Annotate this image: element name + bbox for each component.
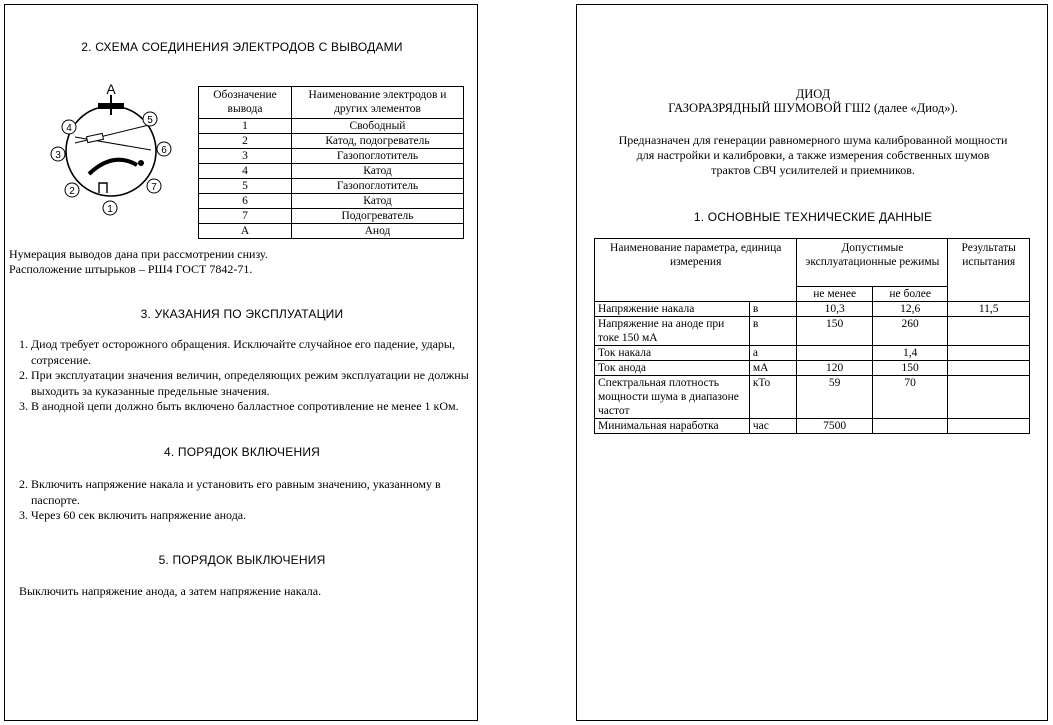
- section-4-list: [9, 477, 475, 524]
- spec-header-modes: Допустимые эксплуатационные режимы: [797, 239, 948, 287]
- pin-4-label: 4: [66, 123, 72, 134]
- element-cell: Катод, подогреватель: [292, 134, 464, 149]
- unit-cell: мА: [749, 361, 797, 376]
- table-row: [595, 317, 1030, 346]
- max-cell: 70: [872, 376, 948, 419]
- param-name-cell: Спектральная плотность мощности шума в диапазоне частот: [595, 376, 750, 419]
- doc-title-line-2: ГАЗОРАЗРЯДНЫЙ ШУМОВОЙ ГШ2 (далее «Диод»).: [668, 101, 958, 115]
- pin-cell: 3: [199, 149, 292, 164]
- pin-layout-note: Расположение штырьков – РШ4 ГОСТ 7842-71.: [9, 262, 253, 276]
- anode-label: А: [106, 81, 116, 97]
- result-cell: 11,5: [948, 302, 1030, 317]
- pin-cell: 6: [199, 194, 292, 209]
- min-cell: 10,3: [797, 302, 873, 317]
- min-cell: 59: [797, 376, 873, 419]
- pin-cell: А: [199, 224, 292, 239]
- table-row: [199, 209, 464, 224]
- pin-2-label: 2: [69, 186, 75, 197]
- pin-cell: 2: [199, 134, 292, 149]
- list-item: 2. При эксплуатации значения величин, определяющих режим эксплуатации не должны выходить за кукаэанные предельные значения.: [19, 368, 469, 398]
- table-row: [199, 149, 464, 164]
- pin-cell: 4: [199, 164, 292, 179]
- max-cell: 12,6: [872, 302, 948, 317]
- table-row: [199, 119, 464, 134]
- list-item: 1. Диод требует осторожного обращения. Исключайте случайное его падение, удары, сотрясение.: [19, 337, 455, 367]
- section-4-title: 4. ПОРЯДОК ВКЛЮЧЕНИЯ: [163, 445, 321, 459]
- result-cell: [948, 361, 1030, 376]
- unit-cell: кТо: [749, 376, 797, 419]
- pin-table-header-name: Наименование электродов и других элементов: [292, 87, 464, 119]
- pin-table-header-designation: Обозначение вывода: [199, 87, 292, 119]
- unit-cell: в: [749, 317, 797, 346]
- table-row: [595, 302, 1030, 317]
- table-row: [595, 376, 1030, 419]
- notes: [9, 247, 268, 277]
- element-cell: Свободный: [292, 119, 464, 134]
- result-cell: [948, 376, 1030, 419]
- table-row: [199, 194, 464, 209]
- section-1-title: 1. ОСНОВНЫЕ ТЕХНИЧЕСКИЕ ДАННЫЕ: [693, 210, 933, 224]
- element-cell: Газопоглотитель: [292, 149, 464, 164]
- left-page: [4, 4, 478, 721]
- list-item: 3. Через 60 сек включить напряжение анода.: [19, 508, 247, 522]
- result-cell: [948, 419, 1030, 434]
- numbering-note: Нумерация выводов дана при рассмотрении снизу.: [9, 247, 268, 261]
- param-name-cell: Напряжение на аноде при токе 150 мА: [595, 317, 750, 346]
- table-row: [595, 346, 1030, 361]
- unit-cell: в: [749, 302, 797, 317]
- pin-table: [198, 86, 464, 239]
- element-cell: Подогреватель: [292, 209, 464, 224]
- spec-header-param: Наименование параметра, единица измерения: [595, 239, 797, 302]
- pin-cell: 5: [199, 179, 292, 194]
- spec-header-min: не менее: [797, 287, 873, 302]
- pin-1-label: 1: [107, 204, 113, 215]
- param-name-cell: Напряжение накала: [595, 302, 750, 317]
- result-cell: [948, 317, 1030, 346]
- min-cell: 120: [797, 361, 873, 376]
- list-item: 2. Включить напряжение накала и установить его равным значению, указанному в паспорте.: [19, 477, 441, 507]
- pin-7-label: 7: [151, 182, 157, 193]
- pin-3-label: 3: [55, 150, 61, 161]
- spec-table: [594, 238, 1030, 434]
- section-5-title: 5. ПОРЯДОК ВЫКЛЮЧЕНИЯ: [158, 553, 326, 567]
- section-3-title: 3. УКАЗАНИЯ ПО ЭКСПЛУАТАЦИИ: [140, 307, 344, 321]
- right-page: [576, 4, 1048, 721]
- result-cell: [948, 346, 1030, 361]
- section-3-list: [9, 337, 475, 415]
- element-cell: Катод: [292, 194, 464, 209]
- pin-6-label: 6: [161, 145, 167, 156]
- element-cell: Газопоглотитель: [292, 179, 464, 194]
- min-cell: 7500: [797, 419, 873, 434]
- doc-title-line-1: ДИОД: [795, 87, 831, 101]
- max-cell: [872, 419, 948, 434]
- table-row: [595, 361, 1030, 376]
- table-row: [199, 164, 464, 179]
- spec-header-max: не более: [872, 287, 948, 302]
- section-5-text: Выключить напряжение анода, а затем напряжение накала.: [19, 584, 322, 598]
- element-cell: Анод: [292, 224, 464, 239]
- param-name-cell: Минимальная наработка: [595, 419, 750, 434]
- max-cell: 1,4: [872, 346, 948, 361]
- pin-5-label: 5: [147, 115, 153, 126]
- table-row: [199, 179, 464, 194]
- unit-cell: час: [749, 419, 797, 434]
- param-name-cell: Ток анода: [595, 361, 750, 376]
- spec-header-results: Результаты испытания: [948, 239, 1030, 302]
- max-cell: 150: [872, 361, 948, 376]
- list-item: 3. В анодной цепи должно быть включено балластное сопротивление не менее 1 кОм.: [19, 399, 459, 413]
- pinout-diagram: [41, 81, 181, 221]
- pin-cell: 7: [199, 209, 292, 224]
- table-row: [199, 134, 464, 149]
- param-name-cell: Ток накала: [595, 346, 750, 361]
- intro-line-3: трактов СВЧ усилителей и приемников.: [711, 163, 915, 177]
- intro-line-2: для настройки и калибровки, а также измерения собственных шумов: [636, 148, 990, 162]
- max-cell: 260: [872, 317, 948, 346]
- element-cell: Катод: [292, 164, 464, 179]
- min-cell: [797, 346, 873, 361]
- table-row: [199, 224, 464, 239]
- section-2-title: 2. СХЕМА СОЕДИНЕНИЯ ЭЛЕКТРОДОВ С ВЫВОДАМИ: [81, 40, 403, 54]
- intro-text: [577, 133, 1049, 178]
- min-cell: 150: [797, 317, 873, 346]
- pin-cell: 1: [199, 119, 292, 134]
- table-row: [595, 419, 1030, 434]
- intro-line-1: Предназначен для генерации равномерного шума калиброванной мощности: [618, 133, 1008, 147]
- unit-cell: а: [749, 346, 797, 361]
